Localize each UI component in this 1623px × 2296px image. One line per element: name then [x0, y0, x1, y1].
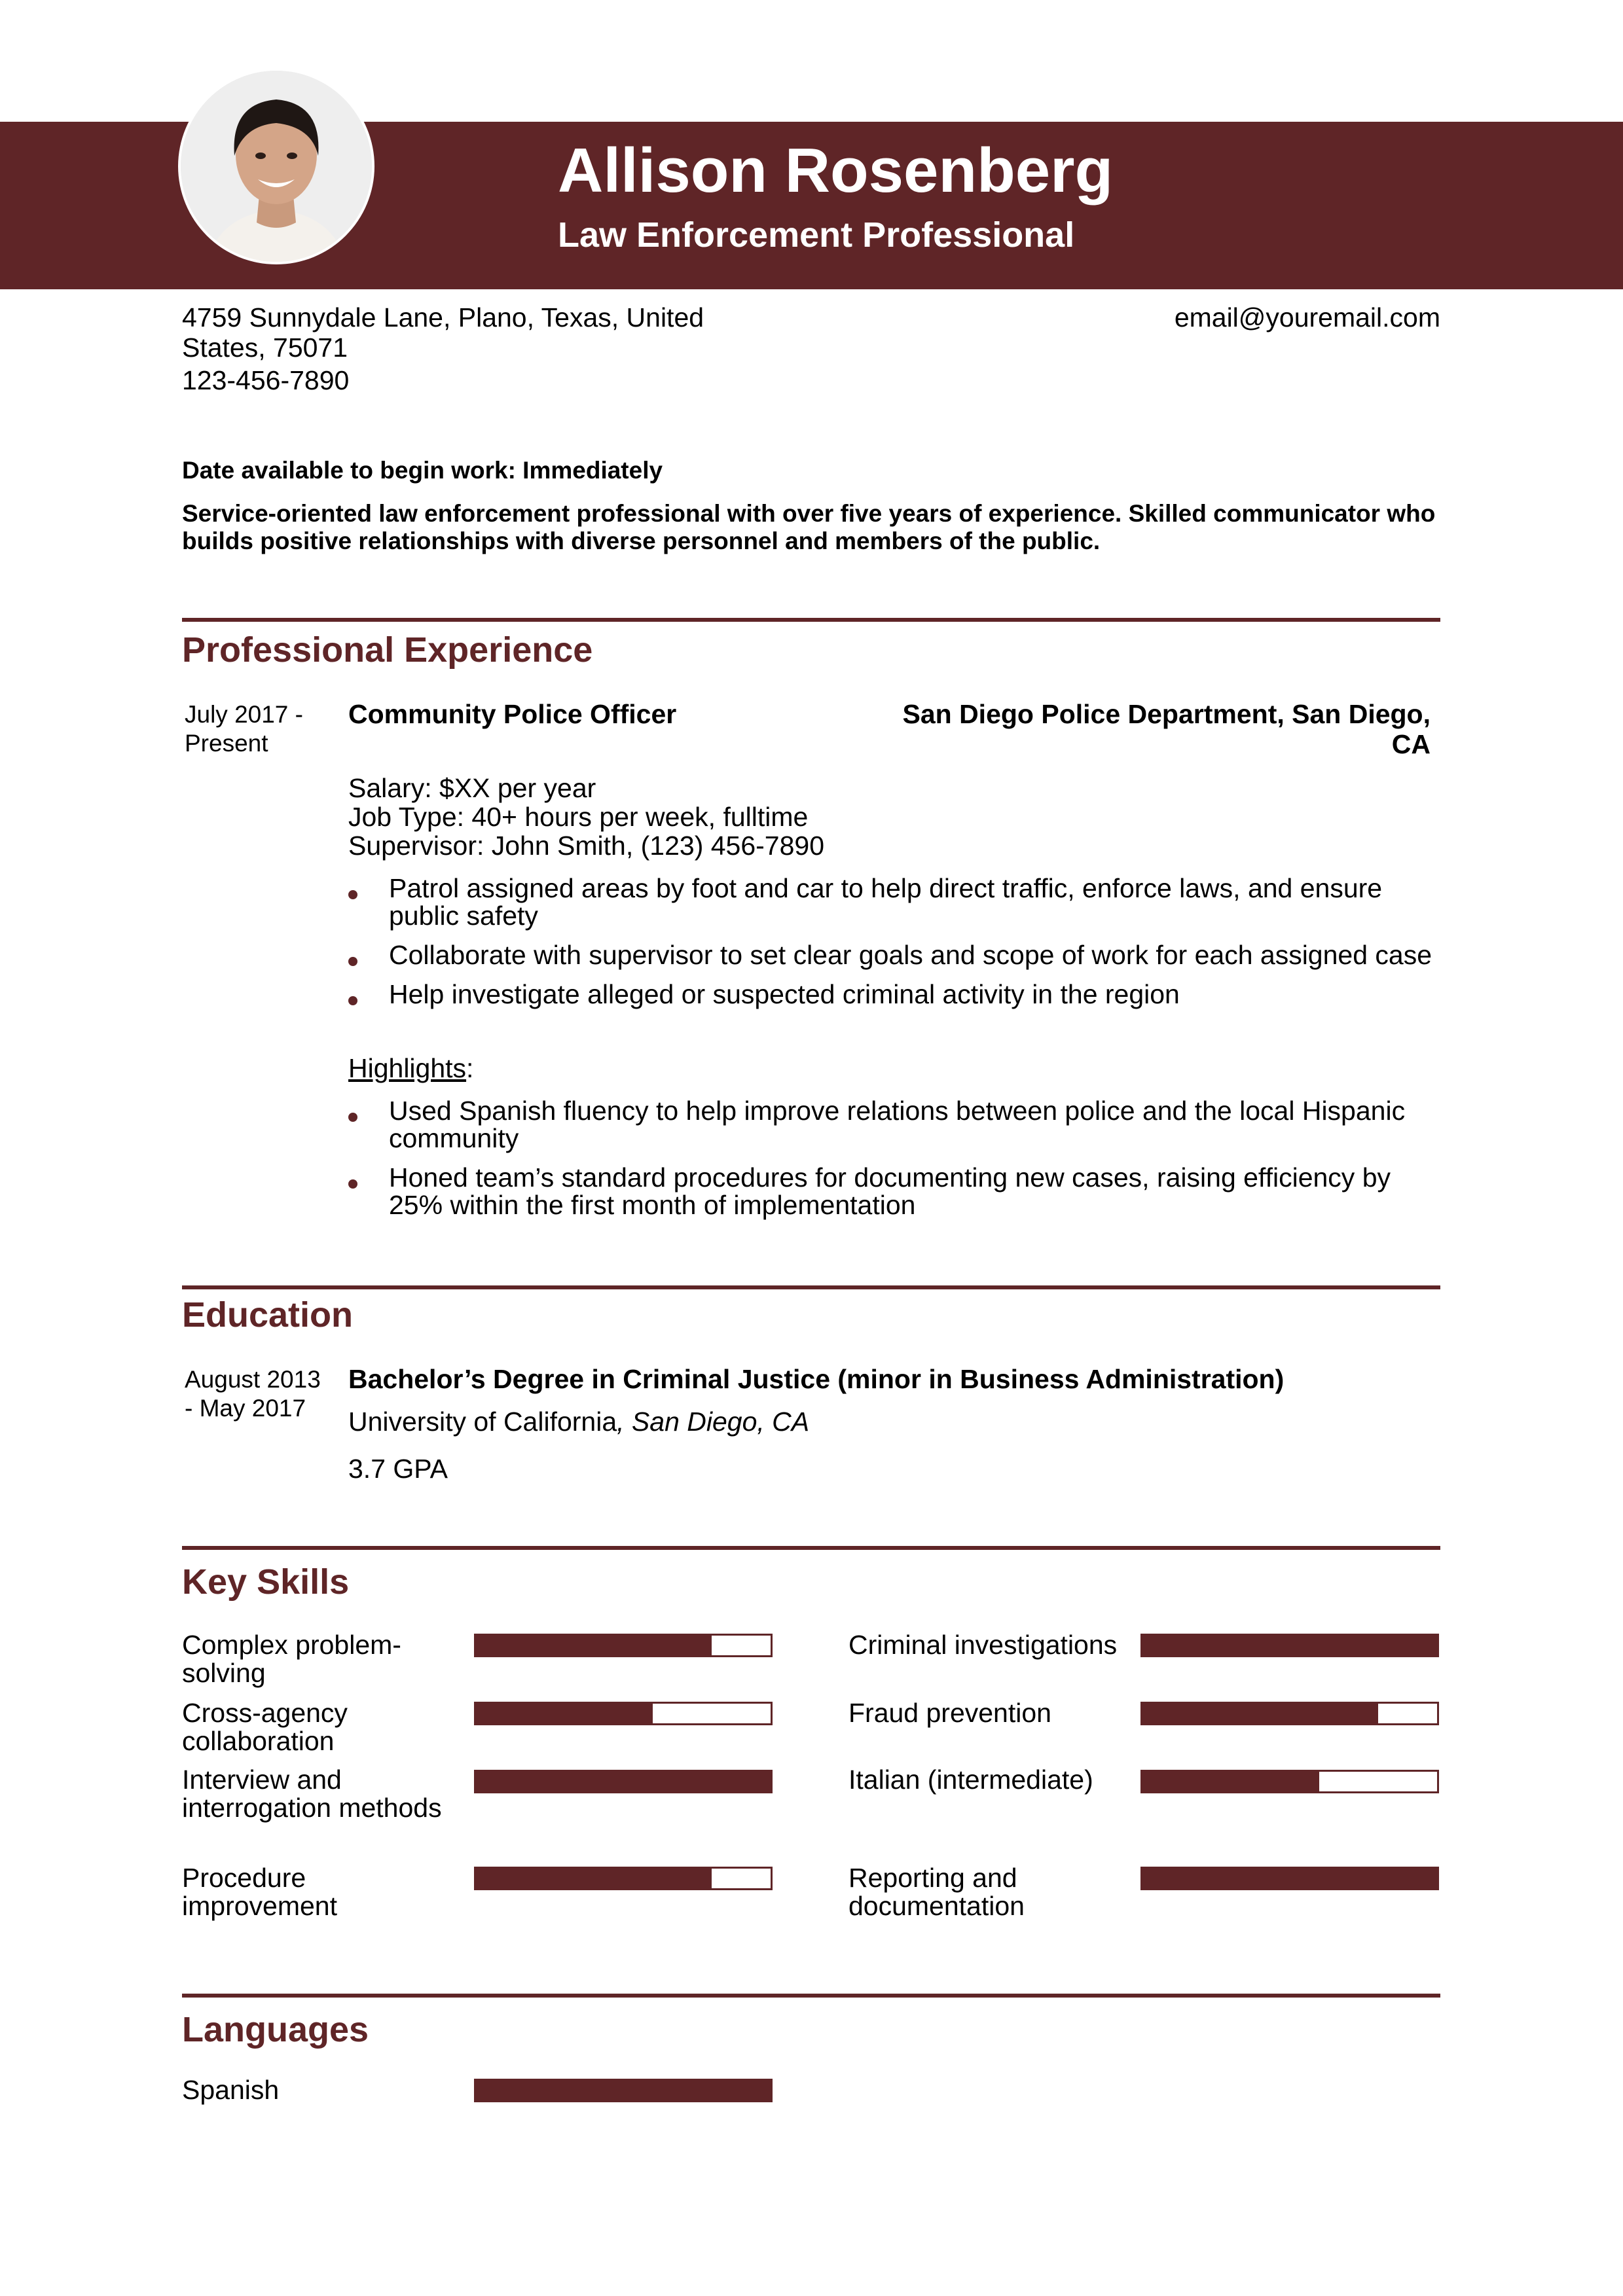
skill-label: Complex problem-solving [182, 1630, 401, 1688]
skill-label: Italian (intermediate) [848, 1765, 1093, 1795]
bullet-dot [348, 996, 357, 1005]
list-item: Collaborate with supervisor to set clear goals and scope of work for each assigned case [348, 941, 1435, 969]
skill-bar [1140, 1634, 1439, 1657]
section-title-skills: Key Skills [182, 1562, 350, 1602]
skill-label: Procedure improvement [182, 1863, 337, 1921]
bullet-dot [348, 1113, 357, 1122]
language-label: Spanish [182, 2075, 280, 2105]
section-divider [182, 618, 1440, 622]
contact-email[interactable]: email@youremail.com [1174, 302, 1440, 332]
experience-salary: Salary: $XX per year [348, 773, 596, 803]
skill-bar [474, 1867, 773, 1890]
candidate-name: Allison Rosenberg [558, 135, 1114, 206]
experience-supervisor: Supervisor: John Smith, (123) 456-7890 [348, 831, 825, 861]
section-divider [182, 1546, 1440, 1550]
skill-bar [1140, 1770, 1439, 1793]
skill-bar [474, 1702, 773, 1725]
skill-label: Criminal investigations [848, 1630, 1118, 1660]
summary: Service-oriented law enforcement professional with over five years of experience. Skilled communicator who builds positive relationships with diverse personnel and members of the public. [182, 500, 1436, 554]
section-divider [182, 1994, 1440, 1998]
candidate-title: Law Enforcement Professional [558, 215, 1075, 255]
list-item: Help investigate alleged or suspected criminal activity in the region [348, 980, 1435, 1008]
education-gpa: 3.7 GPA [348, 1454, 448, 1484]
profile-photo [181, 71, 372, 262]
section-title-languages: Languages [182, 2010, 369, 2049]
experience-role: Community Police Officer [348, 699, 677, 729]
experience-duties-list [348, 874, 1435, 1008]
skill-label: Interview and interrogation methods [182, 1765, 442, 1823]
experience-job-type: Job Type: 40+ hours per week, fulltime [348, 802, 809, 832]
experience-dates: July 2017 - Present [185, 701, 303, 757]
bullet-dot [348, 1179, 357, 1189]
skill-bar [474, 1770, 773, 1793]
education-school: University of California, San Diego, CA [348, 1407, 810, 1437]
list-item: Honed team’s standard procedures for documenting new cases, raising efficiency by 25% within the first month of implementation [348, 1164, 1435, 1219]
experience-employer: San Diego Police Department, San Diego, CA [902, 699, 1431, 759]
bullet-dot [348, 890, 357, 899]
highlights-label: Highlights: [348, 1053, 474, 1083]
contact-phone: 123-456-7890 [182, 365, 350, 395]
section-divider [182, 1285, 1440, 1289]
language-bar [474, 2079, 773, 2102]
contact-address: 4759 Sunnydale Lane, Plano, Texas, United States, 75071 [182, 302, 704, 363]
section-title-experience: Professional Experience [182, 630, 593, 670]
skill-label: Cross-agency collaboration [182, 1698, 348, 1756]
section-title-education: Education [182, 1295, 354, 1335]
list-item: Used Spanish fluency to help improve relations between police and the local Hispanic community [348, 1097, 1435, 1152]
experience-highlights-list [348, 1097, 1435, 1219]
skill-bar [474, 1634, 773, 1657]
skill-label: Fraud prevention [848, 1698, 1051, 1728]
education-degree: Bachelor’s Degree in Criminal Justice (minor in Business Administration) [348, 1364, 1285, 1394]
skill-bar [1140, 1867, 1439, 1890]
availability: Date available to begin work: Immediately [182, 457, 663, 484]
list-item: Patrol assigned areas by foot and car to help direct traffic, enforce laws, and ensure public safety [348, 874, 1435, 929]
skill-label: Reporting and documentation [848, 1863, 1025, 1921]
skill-bar [1140, 1702, 1439, 1725]
bullet-dot [348, 957, 357, 966]
education-dates: August 2013 - May 2017 [185, 1366, 321, 1422]
